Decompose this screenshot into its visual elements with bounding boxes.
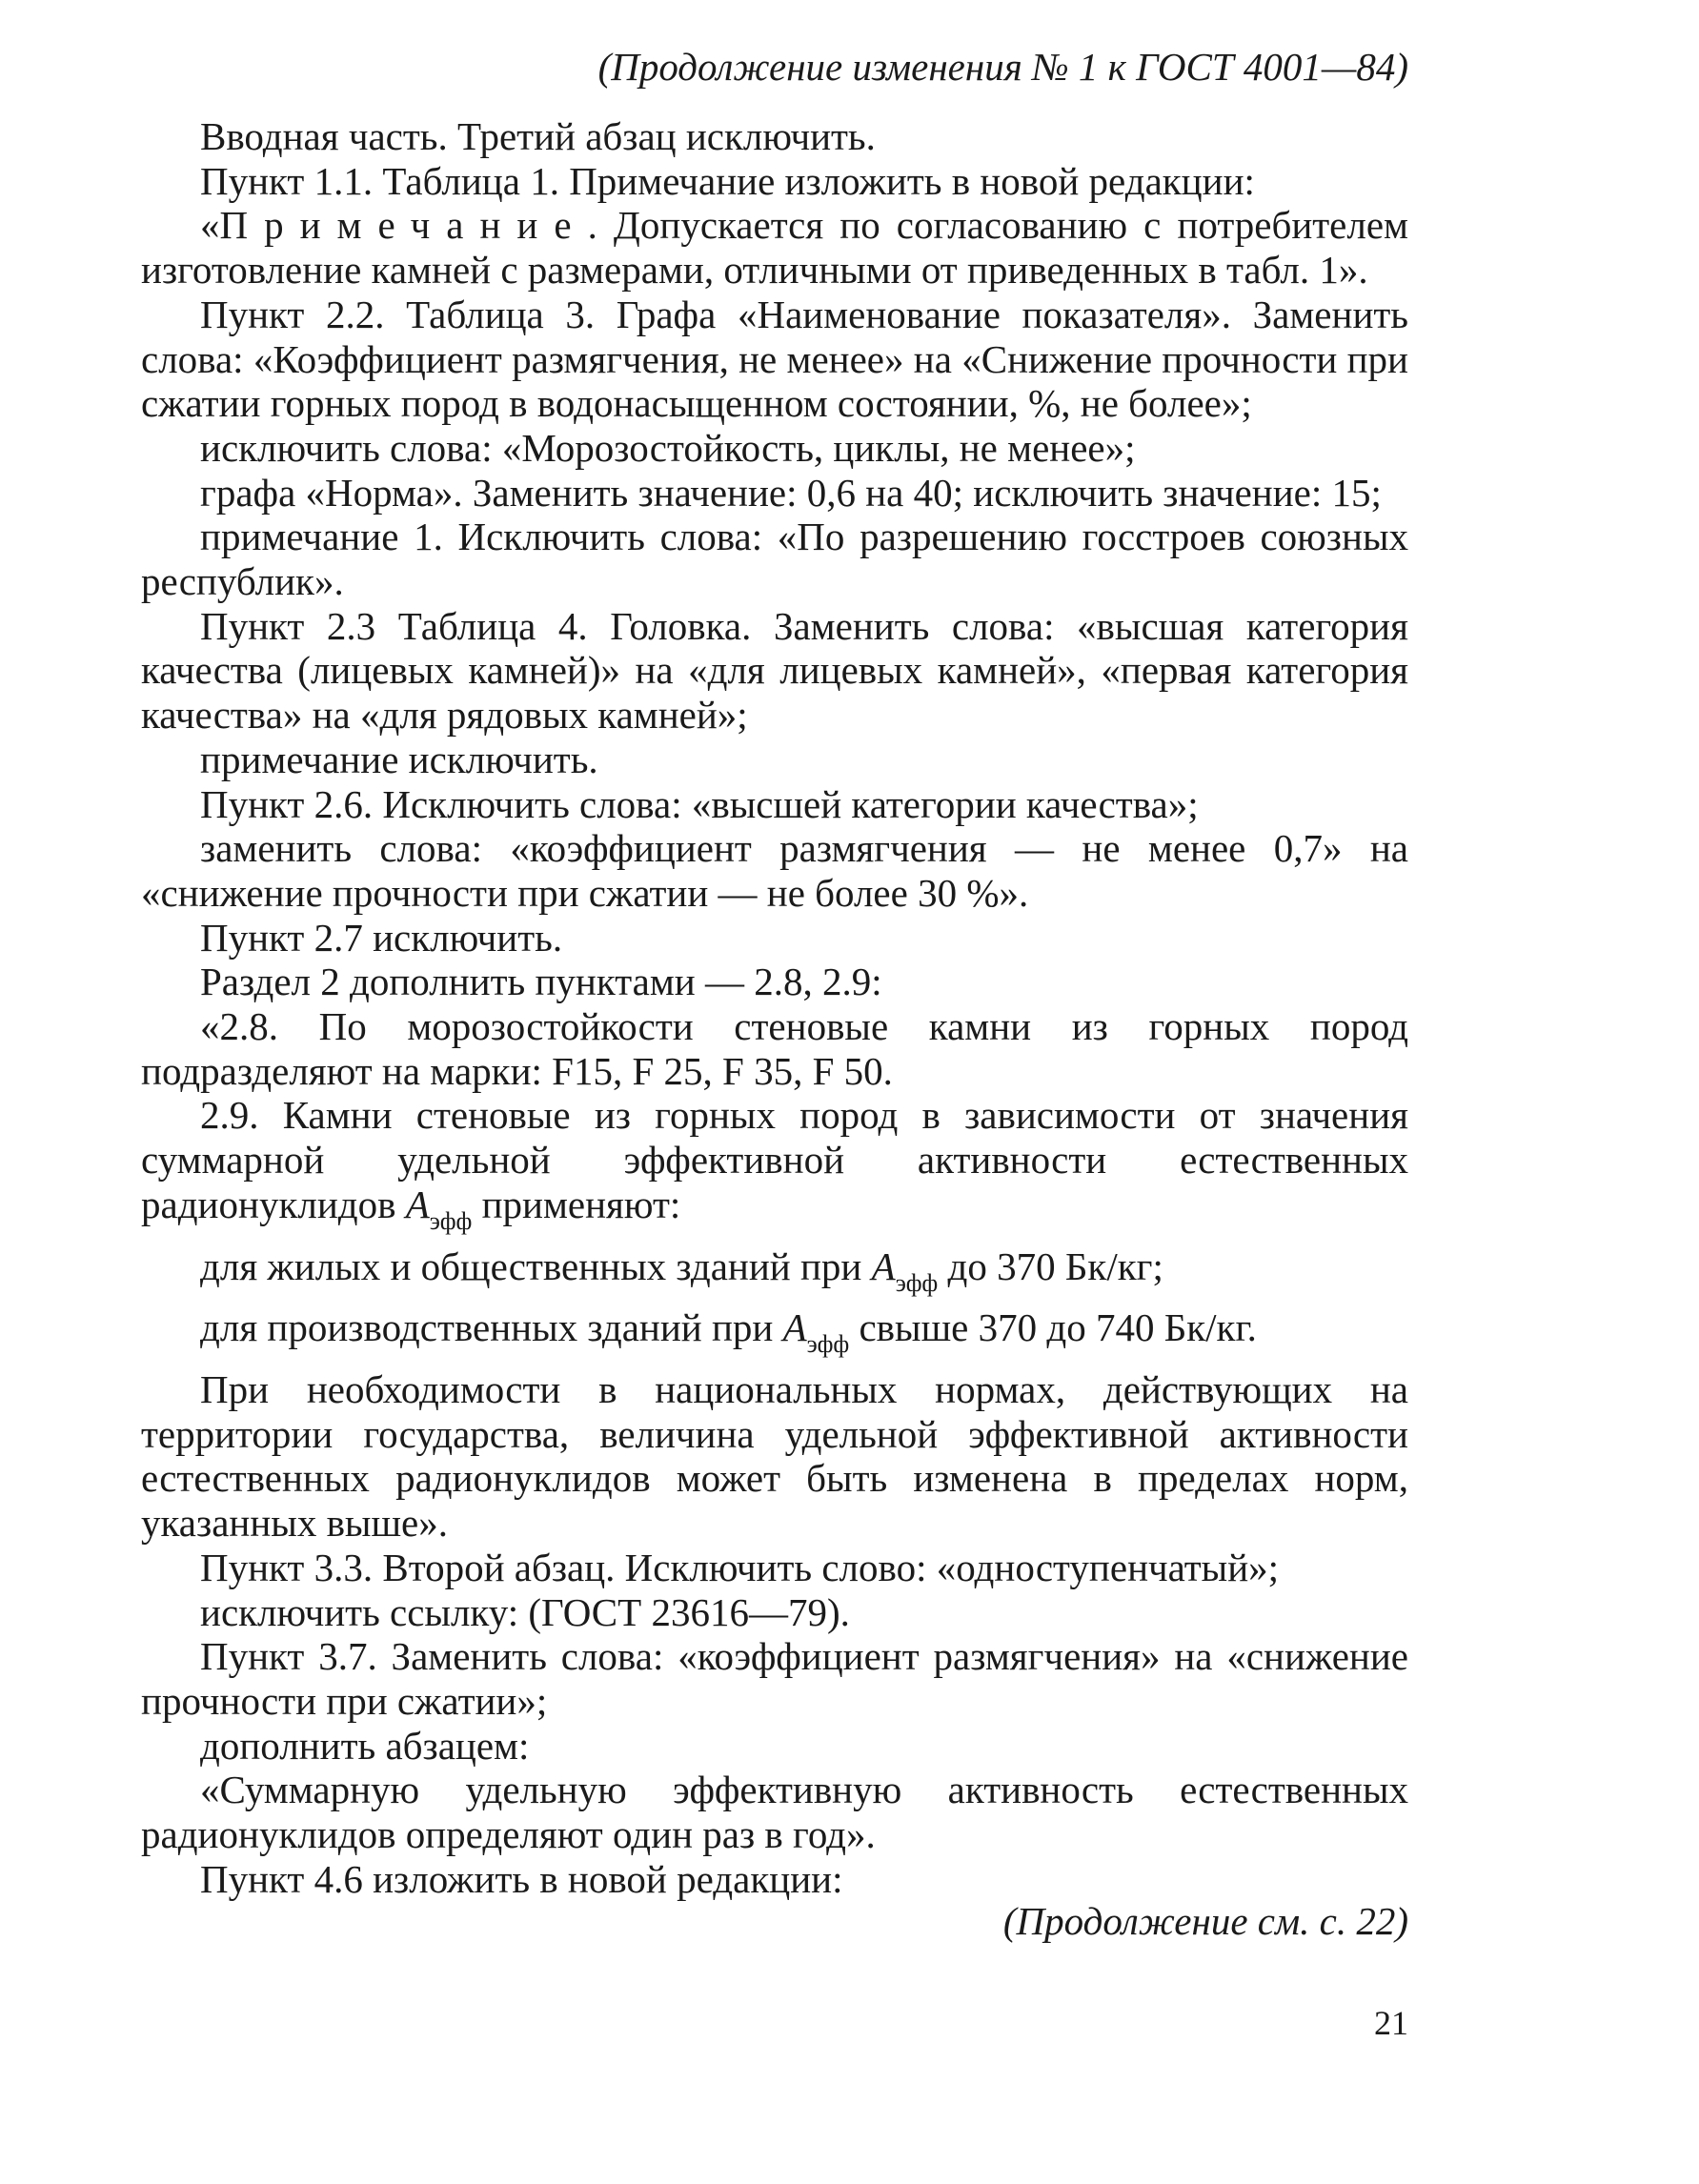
note-label: Примечание: [219, 203, 588, 248]
activity-symbol: $А_{эфф}$: [405, 1182, 473, 1235]
paragraph: «2.8. По морозостойкости стеновые камни из горных пород подразделяют на марки: F15, F 25, F 35, F 50.: [141, 1004, 1408, 1093]
paragraph: исключить ссылку: (ГОСТ 23616—79).: [200, 1589, 850, 1634]
page-number: 21: [1374, 2004, 1408, 2042]
document-page: [141, 38, 1408, 1901]
paragraph: Пункт 2.3 Таблица 4. Головка. Заменить слова: «высшая категория качества (лицевых камней)» на «для лицевых камней», «первая категория качества» на «для рядовых камней»;: [141, 603, 1408, 738]
paragraph: графа «Норма». Заменить значение: 0,6 на 40; исключить значение: 15;: [200, 470, 1382, 515]
paragraph: Пункт 2.7 исключить.: [200, 915, 563, 960]
paragraph: примечание исключить.: [200, 737, 598, 781]
paragraph: Вводная часть. Третий абзац исключить.: [200, 114, 876, 158]
paragraph: заменить слова: «коэффициент размягчения — не менее 0,7» на «снижение прочности при сжатии — не более 30 %».: [141, 826, 1408, 915]
paragraph: Пункт 3.7. Заменить слова: «коэффициент размягчения» на «снижение прочности при сжатии»;: [141, 1634, 1408, 1723]
paragraph: примечание 1. Исключить слова: «По разрешению госстроев союзных республик».: [141, 515, 1408, 604]
paragraph: Пункт 3.3. Второй абзац. Исключить слово: «одноступенчатый»;: [200, 1545, 1280, 1589]
continuation-note: (Продолжение см. с. 22): [1002, 1899, 1408, 1943]
paragraph: При необходимости в национальных нормах, действующих на территории государства, величина удельной эффективной активности естественных радионуклидов может быть изменена в пределах норм, указанных выше».: [141, 1366, 1408, 1546]
paragraph: Пункт 2.2. Таблица 3. Графа «Наименование показателя». Заменить слова: «Коэффициент размягчения, не менее» на «Снижение прочности при сжатии горных пород в водонасыщенном состоянии, %, не более»;: [141, 292, 1408, 426]
paragraph: Пункт 2.6. Исключить слова: «высшей категории качества»;: [200, 781, 1199, 826]
paragraph-text: для производственных зданий при: [200, 1305, 783, 1350]
paragraph: [141, 1093, 1408, 1244]
paragraph: Пункт 1.1. Таблица 1. Примечание изложить в новой редакции:: [200, 158, 1255, 203]
paragraph: «Суммарную удельную эффективную активность естественных радионуклидов определяют один раз в год».: [141, 1768, 1408, 1857]
quote-mark: «: [200, 203, 220, 248]
paragraph: [141, 203, 1408, 292]
paragraph: дополнить абзацем:: [200, 1723, 530, 1768]
page-header: (Продолжение изменения № 1 к ГОСТ 4001—84): [597, 45, 1408, 89]
paragraph-text: 2.9. Камни стеновые из горных пород в зависимости от значения суммарной удельной эффективной активности естественных радионуклидов: [141, 1093, 1408, 1226]
document-body: [141, 114, 1408, 1901]
activity-symbol: $А_{эфф}$: [871, 1244, 939, 1297]
paragraph-text: для жилых и общественных зданий при: [200, 1244, 872, 1288]
paragraph: [141, 1244, 1408, 1306]
paragraph-text: до 370 Бк/кг;: [938, 1244, 1163, 1288]
paragraph-text: применяют:: [472, 1182, 681, 1226]
paragraph: Раздел 2 дополнить пунктами — 2.8, 2.9:: [200, 960, 882, 1004]
paragraph: исключить слова: «Морозостойкость, циклы, не менее»;: [200, 425, 1136, 470]
paragraph-text: . Допускается по согласованию с потребителем изготовление камней с размерами, отличными от приведенных в табл. 1».: [141, 203, 1408, 293]
paragraph: Пункт 4.6 изложить в новой редакции:: [200, 1856, 843, 1901]
paragraph: [141, 1305, 1408, 1367]
activity-symbol: $А_{эфф}$: [782, 1305, 850, 1359]
paragraph-text: свыше 370 до 740 Бк/кг.: [849, 1305, 1257, 1350]
